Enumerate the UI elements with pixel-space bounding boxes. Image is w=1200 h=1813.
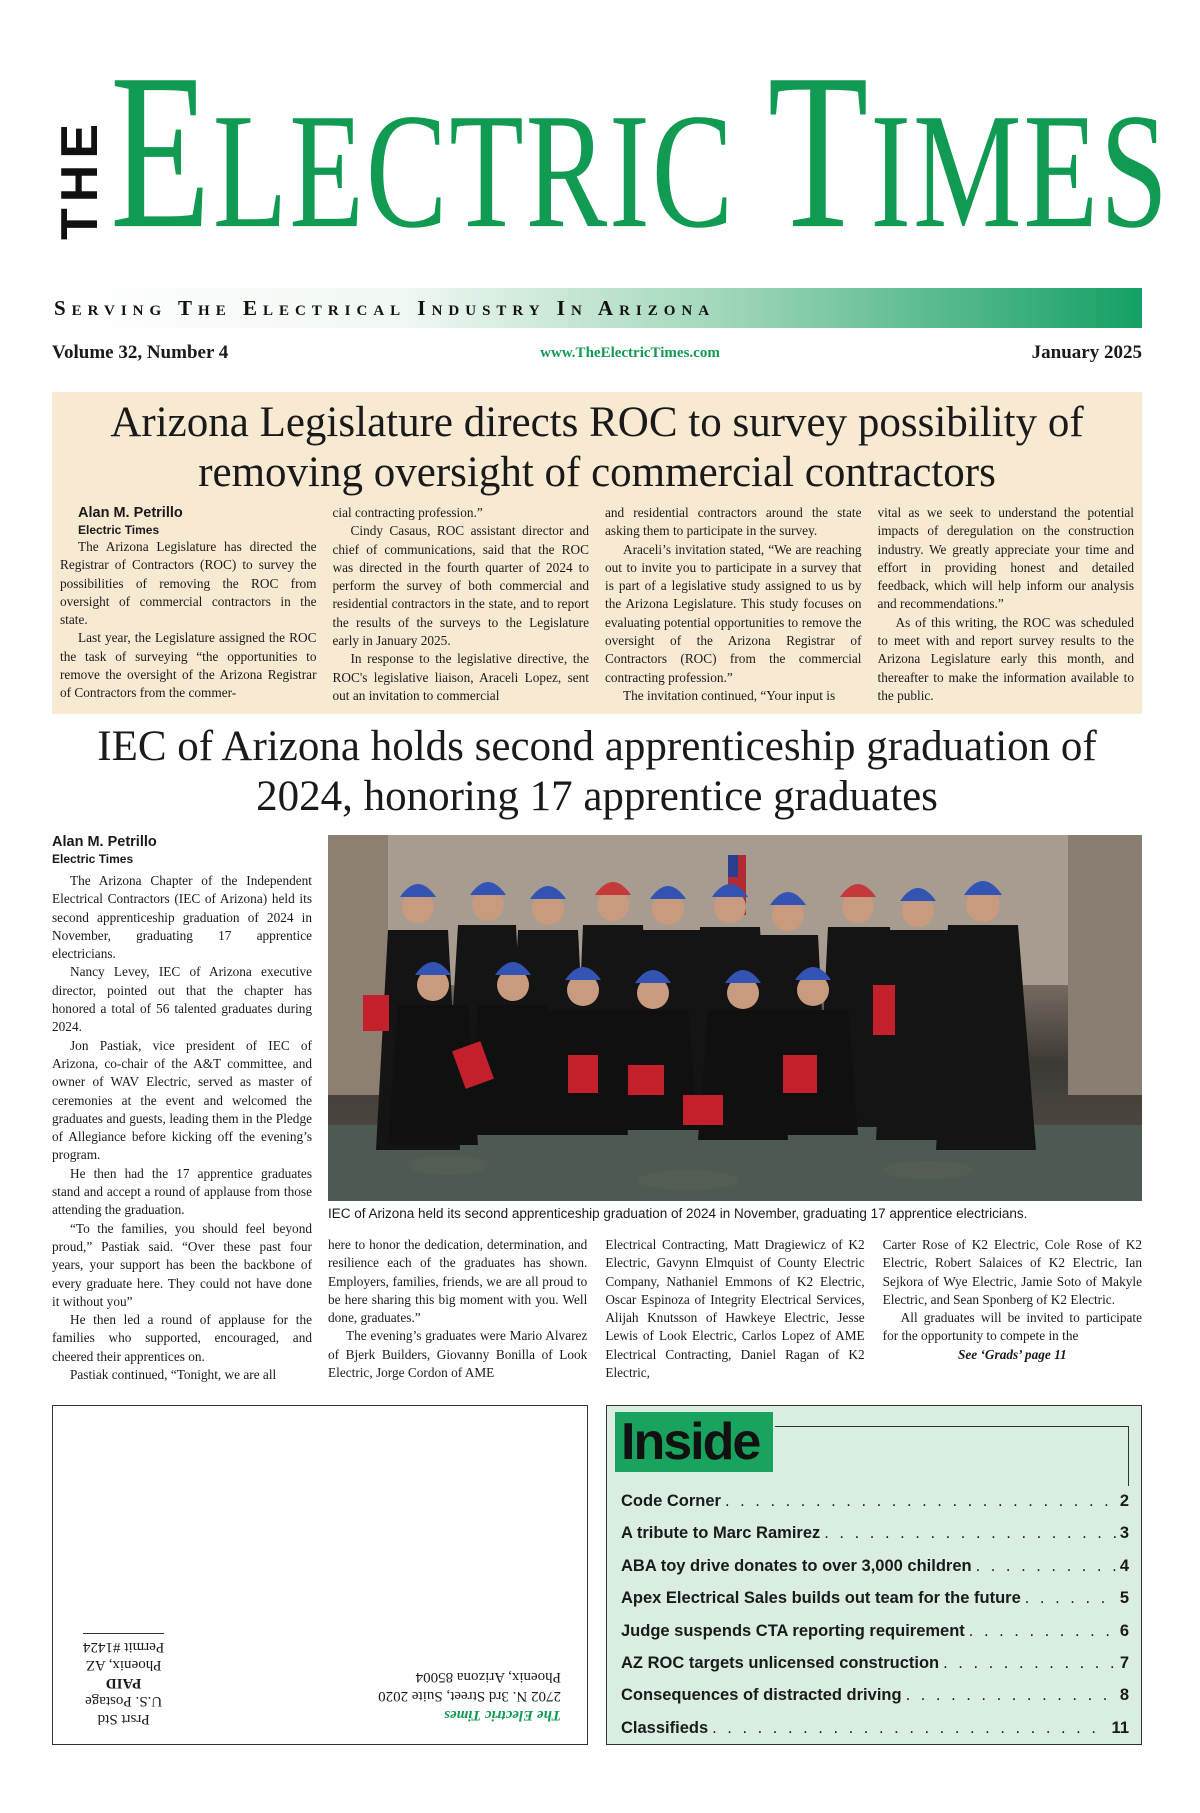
paragraph: The evening’s graduates were Mario Alvarez of Bjerk Builders, Giovanny Bonilla of Look Electric, Jorge Cordon of AME [328, 1328, 588, 1381]
toc-item[interactable]: Classifieds . . . 11 [621, 1719, 1129, 1751]
paragraph: vital as we seek to understand the potential impacts of deregulation on the construction industry. We greatly appreciate your time and effort in providing honest and detailed feedback, which will help inform our analysis and recommendations.” [877, 505, 1134, 612]
second-headline: IEC of Arizona holds second apprenticeship graduation of 2024, honoring 17 apprentice graduates [97, 723, 1097, 820]
paragraph: here to honor the dedication, determination, and resilience each of the graduates has shown. Employers, families, friends, we are all proud to be here sharing this big moment with you. Well done, graduates.” [328, 1237, 588, 1326]
graduation-photo [328, 835, 1142, 1201]
toc-item[interactable]: Apex Electrical Sales builds out team for the future . . . 5 [621, 1589, 1129, 1621]
inside-title-tab [615, 1412, 773, 1472]
inside-contents-box [606, 1405, 1142, 1745]
paragraph: Last year, the Legislature assigned the ROC the task of surveying “the opportunities to remove the oversight of the Arizona Registrar of Contractors from the commer- [60, 630, 317, 701]
lead-outlet: Electric Times [78, 523, 160, 537]
jump-reference[interactable]: See ‘Grads’ page 11 [957, 1346, 1067, 1362]
issue-info-line [52, 338, 1142, 368]
lead-column-2 [333, 504, 590, 708]
second-column-3 [605, 1236, 864, 1386]
lead-column-3 [605, 504, 862, 708]
toc-item[interactable]: Code Corner . . . 2 [621, 1492, 1129, 1524]
second-column-2 [328, 1236, 587, 1386]
lead-story [52, 392, 1142, 714]
lead-headline: Arizona Legislature directs ROC to survey possibility of removing oversight of commercial contractors [110, 399, 1084, 496]
volume-number: Volume 32, Number 4 [52, 342, 229, 363]
website-link[interactable]: www.TheElectricTimes.com [540, 344, 720, 361]
masthead [51, 27, 1170, 275]
postage-indicia: Prsrt Std U.S. Postage PAID Phoenix, AZ Permit #1424 [83, 1633, 164, 1728]
paragraph: and residential contractors around the state asking them to participate in the survey. [605, 505, 862, 539]
paragraph: The Arizona Legislature has directed the Registrar of Contractors (ROC) to survey the possibilities of removing the ROC from oversight of commercial contractors in the state. [60, 539, 317, 628]
paragraph: Jon Pastiak, vice president of IEC of Arizona, co-chair of the A&T committee, and owner of WAV Electric, served as master of ceremonies at the event and welcomed the graduates and guests, leading them in the Pledge of Allegiance before kicking off the evening’s program. [52, 1037, 312, 1163]
paragraph: Electrical Contracting, Matt Dragiewicz of K2 Electric, Gavynn Elmquist of County Electric Company, Nathaniel Emmons of K2 Electric, Oscar Espinoza of Integrity Electrical Services, Alijah Knutsson of Hawkeye Electric, Jesse Lewis of Look Electric, Carlos Lopez of AME Electrical Contracting, Daniel Ragan of K2 Electric, [605, 1237, 865, 1381]
paragraph: Araceli’s invitation stated, “We are reaching out to invite you to participate in a survey that is part of a legislative study assigned to us by the Arizona Legislature. This study focuses on evaluating potential opportunities to remove the oversight of the Arizona Registrar of Contractors (ROC) from the commercial contracting profession.” [605, 541, 862, 685]
mailing-label-box [52, 1405, 588, 1745]
second-column-4 [883, 1236, 1142, 1386]
paragraph: In response to the legislative directive, the ROC's legislative liaison, Araceli Lopez, sent out an invitation to commercial [332, 651, 589, 703]
lead-column-1 [60, 504, 317, 708]
toc-item[interactable]: A tribute to Marc Ramirez . . . 3 [621, 1524, 1129, 1556]
second-byline [52, 833, 312, 867]
toc-item[interactable]: Judge suspends CTA reporting requirement . . . 6 [621, 1622, 1129, 1654]
tagline-banner [52, 288, 1142, 328]
masthead-the: THE [51, 118, 109, 240]
inside-rule [775, 1426, 1129, 1486]
lead-author: Alan M. Petrillo [78, 505, 183, 521]
return-address: The Electric Times 2702 N. 3rd Street, Suite 2020 Phoenix, Arizona 85004 [378, 1669, 561, 1723]
issue-date: January 2025 [1031, 342, 1142, 363]
second-author: Alan M. Petrillo [52, 834, 157, 850]
graduates-group-image [328, 835, 1142, 1201]
toc-item[interactable]: AZ ROC targets unlicensed construction . . . 7 [621, 1654, 1129, 1686]
paragraph: Carter Rose of K2 Electric, Cole Rose of K2 Electric, Robert Salaices of K2 Electric, Ian Sejkora of Wye Electric, Jamie Soto of Makyle Electric, and Sean Sponberg of K2 Electric. [882, 1237, 1142, 1307]
second-column-1 [52, 872, 312, 1382]
tagline: Serving The Electrical Industry In Arizona [54, 295, 716, 320]
paragraph: Nancy Levey, IEC of Arizona executive director, pointed out that the chapter has honored a total of 56 talented graduates during 2024. [52, 964, 312, 1035]
table-of-contents [621, 1492, 1129, 1751]
paragraph: Pastiak continued, “Tonight, we are all [70, 1367, 277, 1382]
photo-caption: IEC of Arizona held its second apprenticeship graduation of 2024 in November, graduating 17 apprentice electricians. [328, 1206, 1028, 1221]
toc-item[interactable]: Consequences of distracted driving . . . 8 [621, 1686, 1129, 1718]
lead-column-4 [878, 504, 1135, 708]
paragraph: Cindy Casaus, ROC assistant director and chief of communications, said that the ROC was directed in the fourth quarter of 2024 to perform the survey of both commercial and residential contractors in the state, and to report the results of the surveys to the Legislature early in January 2025. [332, 523, 589, 649]
paragraph: The invitation continued, “Your input is [623, 687, 836, 703]
paragraph: He then had the 17 apprentice graduates stand and accept a round of applause from those attending the graduation. [52, 1165, 312, 1218]
paragraph: He then led a round of applause for the families who supported, encouraged, and cheered their apprentices on. [52, 1312, 312, 1364]
second-outlet: Electric Times [52, 852, 134, 866]
paragraph: cial contracting profession.” [332, 505, 483, 520]
paragraph: The Arizona Chapter of the Independent Electrical Contractors (IEC of Arizona) held its second apprenticeship graduation of 2024 in November, graduating 17 apprentice electricians. [52, 873, 312, 962]
inside-title: Inside [621, 1413, 760, 1471]
masthead-title: ELECTRIC TIMES [110, 27, 1170, 275]
paragraph: As of this writing, the ROC was scheduled to meet with and report survey results to the Arizona Legislature early this month, and thereafter to make the information available to the public. [877, 614, 1134, 703]
toc-item[interactable]: ABA toy drive donates to over 3,000 children . . . 4 [621, 1557, 1129, 1589]
paragraph: All graduates will be invited to participate for the opportunity to compete in the [882, 1310, 1142, 1344]
paragraph: “To the families, you should feel beyond proud,” Pastiak said. “Over these past four years, your support has been the backbone of every graduate here. They could not have done it without you” [52, 1220, 312, 1309]
